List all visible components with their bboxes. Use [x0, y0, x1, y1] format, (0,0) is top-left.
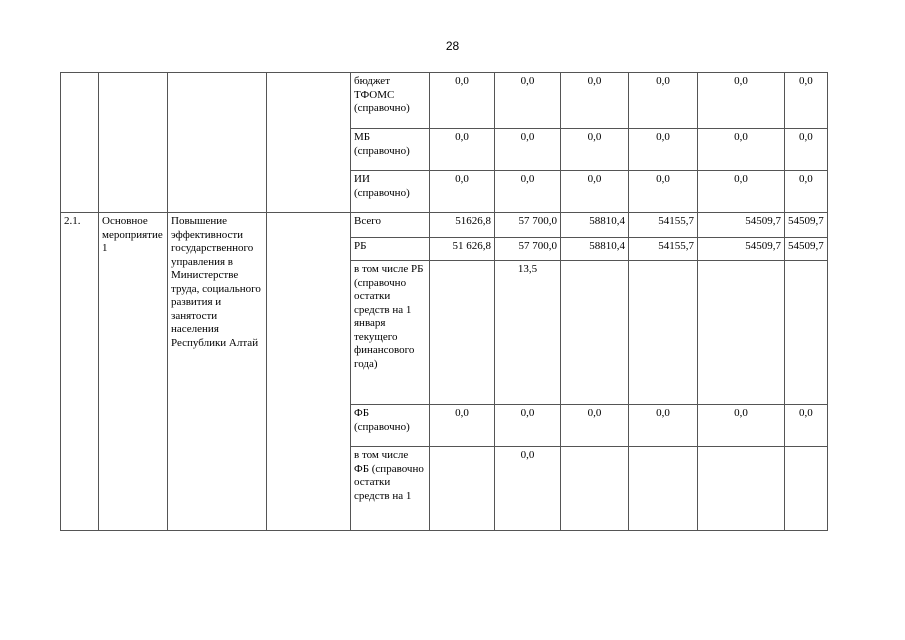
value-cell: 13,5 — [495, 261, 561, 405]
source-cell: ИИ (справочно) — [351, 171, 430, 213]
value-cell: 54155,7 — [629, 213, 698, 238]
value-cell: 0,0 — [561, 171, 629, 213]
value-cell: 0,0 — [561, 129, 629, 171]
value-cell: 57 700,0 — [495, 213, 561, 238]
value-cell: 57 700,0 — [495, 238, 561, 261]
value-cell: 0,0 — [495, 171, 561, 213]
value-cell — [698, 261, 785, 405]
value-cell — [430, 261, 495, 405]
value-cell: 0,0 — [561, 405, 629, 447]
name-cell — [99, 73, 168, 213]
section-description-cell: Повышение эффективности государственного управления в Министерстве труда, социального развития и занятости населения Республики Алтай — [168, 213, 267, 531]
source-cell: РБ — [351, 238, 430, 261]
value-cell: 51626,8 — [430, 213, 495, 238]
value-cell: 0,0 — [785, 129, 828, 171]
value-cell: 0,0 — [698, 129, 785, 171]
source-cell: ФБ (справочно) — [351, 405, 430, 447]
value-cell: 0,0 — [785, 405, 828, 447]
value-cell: 0,0 — [698, 405, 785, 447]
value-cell: 0,0 — [629, 405, 698, 447]
value-cell: 0,0 — [430, 73, 495, 129]
value-cell: 54509,7 — [785, 238, 828, 261]
value-cell: 0,0 — [629, 129, 698, 171]
value-cell: 0,0 — [629, 73, 698, 129]
value-cell: 51 626,8 — [430, 238, 495, 261]
value-cell: 0,0 — [430, 405, 495, 447]
table-row — [61, 73, 828, 129]
value-cell: 0,0 — [430, 129, 495, 171]
value-cell: 0,0 — [698, 171, 785, 213]
source-cell: Всего — [351, 213, 430, 238]
value-cell: 0,0 — [561, 73, 629, 129]
value-cell: 54509,7 — [698, 238, 785, 261]
value-cell: 54509,7 — [698, 213, 785, 238]
value-cell — [698, 447, 785, 531]
value-cell: 58810,4 — [561, 238, 629, 261]
value-cell — [561, 447, 629, 531]
value-cell: 54155,7 — [629, 238, 698, 261]
value-cell — [629, 261, 698, 405]
section-executor-cell — [267, 213, 351, 531]
value-cell: 0,0 — [495, 447, 561, 531]
value-cell: 58810,4 — [561, 213, 629, 238]
value-cell: 0,0 — [495, 73, 561, 129]
table-row — [61, 213, 828, 238]
value-cell — [629, 447, 698, 531]
page-number: 28 — [445, 39, 460, 53]
value-cell — [561, 261, 629, 405]
section-number-cell: 2.1. — [61, 213, 99, 531]
source-cell: в том числе ФБ (справочно остатки средств на 1 — [351, 447, 430, 531]
description-cell — [168, 73, 267, 213]
budget-table — [60, 72, 828, 531]
value-cell — [785, 447, 828, 531]
value-cell: 54509,7 — [785, 213, 828, 238]
value-cell: 0,0 — [785, 73, 828, 129]
value-cell: 0,0 — [430, 171, 495, 213]
executor-cell — [267, 73, 351, 213]
source-cell: бюджет ТФОМС (справочно) — [351, 73, 430, 129]
source-cell: в том числе РБ (справочно остатки средств на 1 января текущего финансового года) — [351, 261, 430, 405]
number-cell — [61, 73, 99, 213]
value-cell: 0,0 — [785, 171, 828, 213]
value-cell: 0,0 — [495, 405, 561, 447]
value-cell — [785, 261, 828, 405]
section-name-cell: Основное мероприятие 1 — [99, 213, 168, 531]
value-cell: 0,0 — [698, 73, 785, 129]
value-cell: 0,0 — [629, 171, 698, 213]
source-cell: МБ (справочно) — [351, 129, 430, 171]
value-cell — [430, 447, 495, 531]
value-cell: 0,0 — [495, 129, 561, 171]
